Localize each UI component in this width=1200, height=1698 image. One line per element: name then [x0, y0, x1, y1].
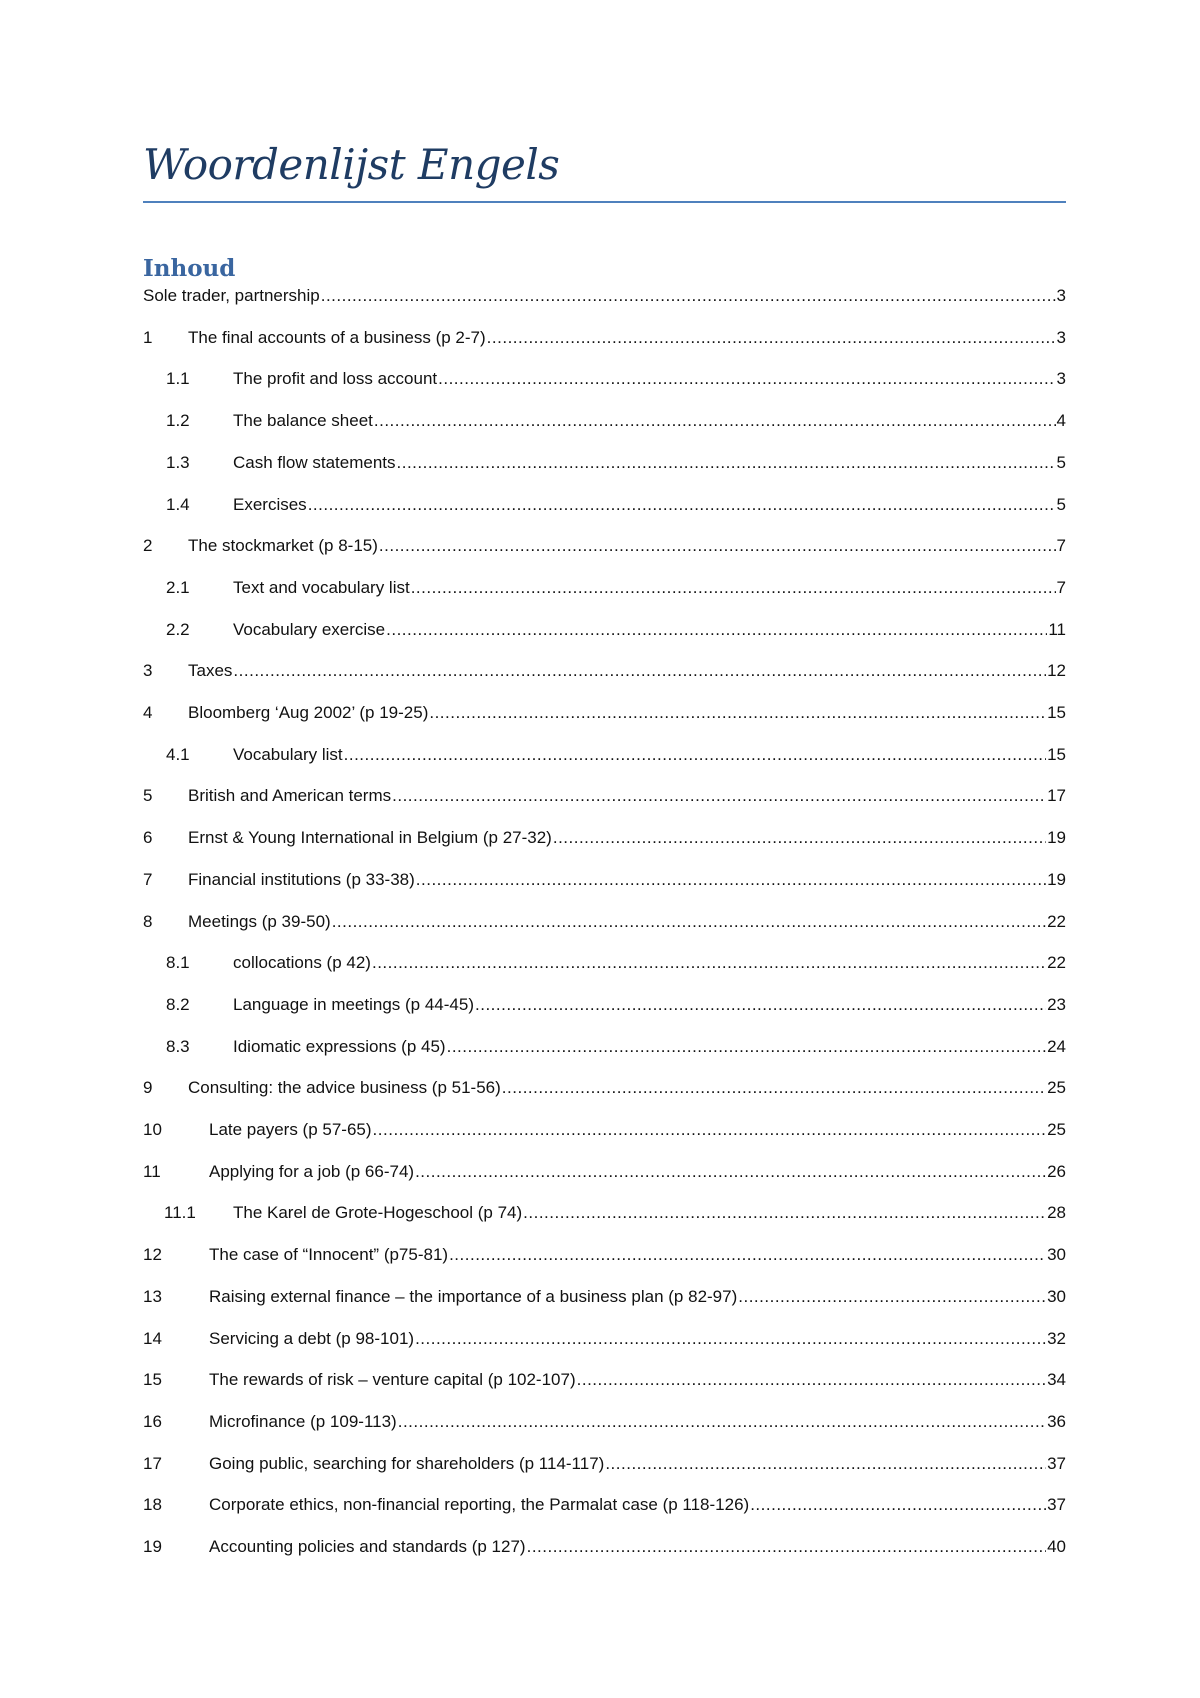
toc-heading: Inhoud: [143, 255, 236, 282]
toc-entry-title: Bloomberg ‘Aug 2002’ (p 19-25): [188, 703, 429, 722]
toc-dot-leader: [750, 1495, 1046, 1515]
toc-dot-leader: [438, 369, 1055, 389]
toc-entry-number: 15: [143, 1370, 162, 1390]
document-title: Woordenlijst Engels: [143, 140, 560, 189]
toc-entry-page: 5: [1056, 452, 1066, 472]
toc-entry-page: 32: [1047, 1328, 1066, 1348]
toc-dot-leader: [475, 995, 1046, 1015]
toc-dot-leader: [415, 1162, 1046, 1182]
toc-entry[interactable]: [143, 1203, 1066, 1227]
toc-entry[interactable]: [143, 995, 1066, 1019]
toc-dot-leader: [553, 828, 1046, 848]
toc-entry-page: 37: [1047, 1495, 1066, 1515]
toc-entry-page: 26: [1047, 1161, 1066, 1181]
toc-entry[interactable]: [143, 703, 1066, 727]
toc-entry-number: 1.1: [166, 369, 190, 389]
toc-entry-page: 7: [1056, 536, 1066, 556]
toc-dot-leader: [373, 1120, 1047, 1140]
toc-entry[interactable]: [143, 369, 1066, 393]
toc-entry-page: 22: [1047, 911, 1066, 931]
toc-entry-page: 25: [1047, 1078, 1066, 1098]
toc-entry-number: 4: [143, 703, 153, 722]
toc-dot-leader: [523, 1203, 1046, 1223]
toc-entry-number: 2.2: [166, 619, 190, 639]
toc-entry-title: The case of “Innocent” (p75-81): [209, 1245, 449, 1265]
toc-entry-page: 15: [1047, 703, 1066, 722]
toc-entry-title: Meetings (p 39-50): [188, 911, 331, 931]
toc-entry-page: 28: [1047, 1203, 1066, 1223]
toc-dot-leader: [416, 870, 1046, 890]
toc-entry-title: Servicing a debt (p 98-101): [209, 1328, 415, 1348]
toc-entry-page: 17: [1047, 786, 1066, 806]
toc-entry-number: 16: [143, 1411, 162, 1431]
toc-entry-page: 34: [1047, 1370, 1066, 1390]
toc-dot-leader: [397, 453, 1056, 473]
toc-entry-page: 19: [1047, 869, 1066, 889]
toc-entry-number: 17: [143, 1453, 162, 1473]
toc-entry-page: 3: [1056, 369, 1066, 389]
toc-dot-leader: [449, 1245, 1046, 1265]
toc-entry-number: 1.3: [166, 452, 190, 472]
toc-entry[interactable]: [143, 1370, 1066, 1394]
toc-entry-page: 5: [1056, 494, 1066, 514]
toc-entry-title: Sole trader, partnership: [143, 286, 320, 305]
toc-entry-title: The stockmarket (p 8-15): [188, 536, 378, 556]
toc-dot-leader: [344, 745, 1046, 765]
toc-entry-title: Exercises: [233, 494, 307, 514]
toc-entry[interactable]: [143, 1454, 1066, 1478]
toc-entry-page: 36: [1047, 1411, 1066, 1431]
toc-entry-number: 14: [143, 1328, 162, 1348]
toc-entry-page: 3: [1056, 327, 1066, 347]
toc-entry-title: Going public, searching for shareholders (p 114-117): [209, 1453, 605, 1473]
toc-entry-number: 19: [143, 1537, 162, 1556]
toc-dot-leader: [447, 1037, 1046, 1057]
toc-dot-leader: [415, 1329, 1046, 1349]
toc-entry[interactable]: [143, 620, 1066, 644]
toc-entry-page: 40: [1047, 1537, 1066, 1556]
toc-entry[interactable]: [143, 453, 1066, 477]
toc-entry-number: 8.1: [166, 953, 190, 973]
toc-entry[interactable]: [143, 1037, 1066, 1061]
title-underline: [143, 201, 1066, 203]
toc-entry[interactable]: [143, 912, 1066, 936]
toc-entry-title: Microfinance (p 109-113): [209, 1411, 397, 1431]
toc-entry-title: collocations (p 42): [233, 953, 371, 973]
toc-entry-number: 11: [143, 1161, 161, 1181]
toc-entry-page: 24: [1047, 1036, 1066, 1056]
toc-entry-page: 7: [1056, 577, 1066, 597]
toc-entry-title: Vocabulary exercise: [233, 619, 386, 639]
toc-dot-leader: [374, 411, 1056, 431]
toc-entry[interactable]: [143, 870, 1066, 894]
toc-entry-page: 37: [1047, 1453, 1066, 1473]
toc-entry[interactable]: [143, 286, 1066, 310]
toc-entry-title: Ernst & Young International in Belgium (p 27-32): [188, 828, 552, 848]
toc-entry-title: Accounting policies and standards (p 127): [209, 1537, 526, 1556]
toc-dot-leader: [308, 495, 1056, 515]
toc-entry[interactable]: [143, 1078, 1066, 1102]
toc-entry[interactable]: [143, 828, 1066, 852]
toc-entry-number: 6: [143, 828, 153, 848]
toc-entry-title: Corporate ethics, non-financial reporting, the Parmalat case (p 118-126): [209, 1495, 750, 1515]
toc-entry-page: 19: [1047, 828, 1066, 848]
toc-entry[interactable]: [143, 1287, 1066, 1311]
toc-dot-leader: [233, 661, 1046, 681]
toc-entry-page: 25: [1047, 1120, 1066, 1139]
toc-entry-page: 30: [1047, 1286, 1066, 1306]
toc-entry-number: 18: [143, 1495, 162, 1515]
toc-entry-page: 11: [1048, 619, 1066, 639]
toc-entry[interactable]: [143, 536, 1066, 560]
toc-entry-title: Applying for a job (p 66-74): [209, 1161, 415, 1181]
toc-dot-leader: [372, 953, 1046, 973]
toc-entry-number: 11.1: [164, 1203, 196, 1223]
toc-entry[interactable]: [143, 745, 1066, 769]
toc-entry[interactable]: [143, 578, 1066, 602]
toc-entry-title: The balance sheet: [233, 411, 373, 431]
toc-entry-page: 22: [1047, 953, 1066, 973]
toc-entry-number: 10: [143, 1120, 162, 1139]
toc-dot-leader: [398, 1412, 1046, 1432]
toc-entry-page: 3: [1056, 286, 1066, 305]
toc-entry-number: 8.2: [166, 994, 190, 1014]
toc-entry[interactable]: [143, 786, 1066, 810]
toc-entry-title: Idiomatic expressions (p 45): [233, 1036, 446, 1056]
toc-entry-number: 8.3: [166, 1036, 190, 1056]
toc-entry-number: 1: [143, 327, 153, 347]
toc-entry-number: 12: [143, 1245, 162, 1265]
toc-entry[interactable]: [143, 1495, 1066, 1519]
toc-dot-leader: [392, 786, 1046, 806]
toc-dot-leader: [429, 703, 1046, 723]
toc-entry-title: The rewards of risk – venture capital (p 102-107): [209, 1370, 576, 1390]
toc-entry[interactable]: [143, 661, 1066, 685]
toc-entry-page: 12: [1047, 661, 1066, 681]
toc-entry-number: 1.4: [166, 494, 190, 514]
toc-dot-leader: [487, 328, 1056, 348]
toc-entry-number: 7: [143, 869, 153, 889]
toc-entry-title: The final accounts of a business (p 2-7): [188, 327, 486, 347]
toc-entry-title: British and American terms: [188, 786, 392, 806]
toc-dot-leader: [605, 1454, 1046, 1474]
toc-entry-number: 3: [143, 661, 153, 681]
toc-entry-title: The profit and loss account: [233, 369, 438, 389]
toc-entry-number: 1.2: [166, 411, 190, 431]
toc-entry-title: Taxes: [188, 661, 233, 681]
toc-entry-page: 30: [1047, 1245, 1066, 1265]
toc-entry-title: The Karel de Grote-Hogeschool (p 74): [233, 1203, 523, 1223]
toc-entry-number: 9: [143, 1078, 153, 1098]
toc-entry[interactable]: [143, 1162, 1066, 1186]
toc-entry[interactable]: [143, 1245, 1066, 1269]
toc-entry-title: Late payers (p 57-65): [209, 1120, 372, 1139]
toc-entry-title: Vocabulary list: [233, 744, 343, 764]
toc-entry-number: 8: [143, 911, 153, 931]
toc-entry-number: 4.1: [166, 744, 190, 764]
toc-dot-leader: [321, 286, 1056, 306]
toc-entry-title: Cash flow statements: [233, 452, 396, 472]
toc-entry-title: Consulting: the advice business (p 51-56): [188, 1078, 501, 1098]
toc-entry[interactable]: [143, 495, 1066, 519]
toc-entry-page: 23: [1047, 994, 1066, 1014]
toc-entry-number: 5: [143, 786, 153, 806]
toc-entry-number: 2.1: [166, 577, 190, 597]
toc-entry-title: Financial institutions (p 33-38): [188, 869, 415, 889]
toc-entry[interactable]: [143, 953, 1066, 977]
toc-entry-title: Raising external finance – the importance of a business plan (p 82-97): [209, 1286, 738, 1306]
toc-entry-number: 13: [143, 1286, 162, 1306]
toc-dot-leader: [386, 620, 1047, 640]
toc-entry[interactable]: [143, 1120, 1066, 1144]
toc-dot-leader: [577, 1370, 1046, 1390]
toc-entry-number: 2: [143, 536, 153, 556]
toc-entry[interactable]: [143, 411, 1066, 435]
toc-entry-page: 15: [1047, 744, 1066, 764]
toc-entry[interactable]: [143, 1329, 1066, 1353]
toc-entry-title: Language in meetings (p 44-45): [233, 994, 474, 1014]
toc-dot-leader: [527, 1537, 1046, 1557]
toc-dot-leader: [332, 912, 1046, 932]
toc-entry[interactable]: [143, 1537, 1066, 1561]
toc-entry-title: Text and vocabulary list: [233, 577, 410, 597]
toc-entry[interactable]: [143, 328, 1066, 352]
toc-entry[interactable]: [143, 1412, 1066, 1436]
toc-entry-page: 4: [1056, 411, 1066, 431]
toc-dot-leader: [379, 536, 1056, 556]
toc-dot-leader: [502, 1078, 1046, 1098]
toc-dot-leader: [411, 578, 1056, 598]
toc-dot-leader: [738, 1287, 1046, 1307]
